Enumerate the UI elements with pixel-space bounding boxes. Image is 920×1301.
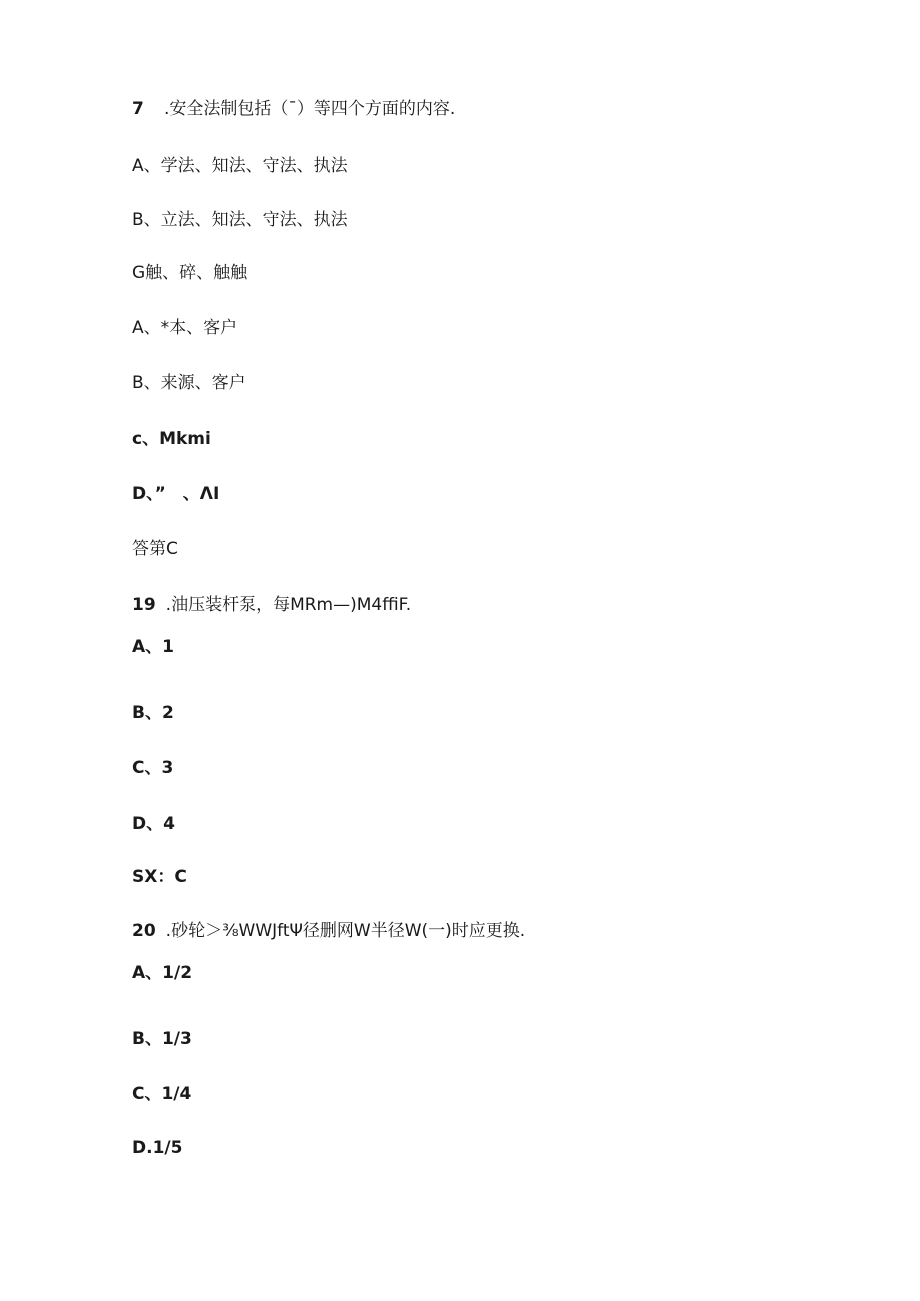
option: D、4 — [132, 814, 175, 834]
question-text: .砂轮＞⅜WWJftΨ径删网W半径W(一)时应更换. — [165, 921, 526, 941]
option: c、Mkmi — [132, 429, 211, 449]
option: D、” 、ΛI — [132, 484, 220, 504]
question-20 — [132, 920, 525, 942]
answer: SX：C — [132, 867, 187, 887]
option: G触、碎、触触 — [132, 263, 248, 283]
question-7 — [132, 98, 455, 120]
question-19 — [132, 594, 411, 616]
option: B、来源、客户 — [132, 373, 246, 393]
option: B、立法、知法、守法、执法 — [132, 210, 348, 230]
option: D.1/5 — [132, 1138, 183, 1158]
option: C、3 — [132, 758, 174, 778]
question-number: 7 — [132, 99, 144, 119]
option: A、学法、知法、守法、执法 — [132, 156, 348, 176]
option: B、2 — [132, 703, 174, 723]
question-text: .油压装杆泵，每MRm—)M4ffiF. — [165, 595, 412, 615]
question-number: 19 — [132, 595, 156, 615]
option: C、1/4 — [132, 1084, 192, 1104]
option: A、*本、客户 — [132, 318, 238, 338]
option: A、1/2 — [132, 963, 193, 983]
option: B、1/3 — [132, 1029, 192, 1049]
option: A、1 — [132, 637, 174, 657]
question-text: .安全法制包括（¯）等四个方面的内容. — [164, 99, 456, 119]
question-number: 20 — [132, 921, 156, 941]
answer: 答第C — [132, 539, 178, 559]
